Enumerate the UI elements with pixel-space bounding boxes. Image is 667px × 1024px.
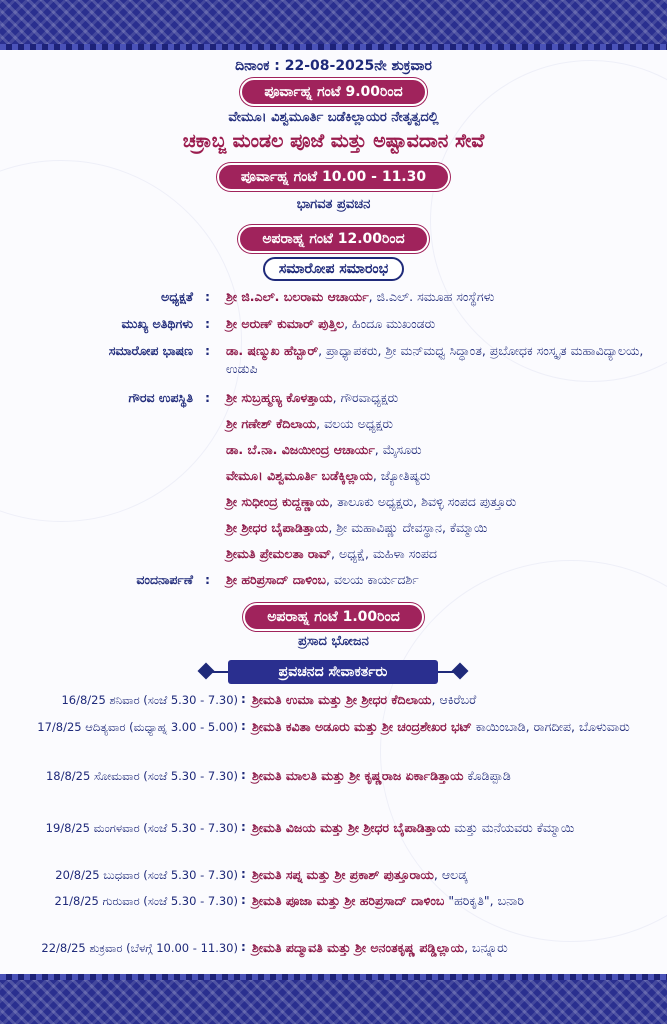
closing-person	[226, 342, 646, 378]
person-name: ವೇಮೂ। ವಿಶ್ವಮೂರ್ತಿ ಬಡೆಕ್ಕಿಲ್ಲಾಯ	[226, 468, 373, 483]
colon: :	[241, 768, 246, 782]
schedule-sponsor	[252, 938, 652, 957]
sponsor-name: ಶ್ರೀಮತಿ ವಿಜಯ ಮತ್ತು ಶ್ರೀ ಶ್ರೀಧರ ಬೈಪಾಡಿತ್ತಾಯ	[252, 820, 451, 835]
schedule-title: ಪ್ರವಚನದ ಸೇವಾಕರ್ತರು	[228, 660, 438, 684]
colon: :	[205, 289, 210, 304]
schedule-date: 20/8/25 ಬುಧವಾರ (ಸಂಜೆ 5.30 - 7.30)	[55, 868, 238, 882]
top-decorative-band	[0, 0, 667, 50]
sponsor-detail: ಕೊಡಿಪ್ಪಾಡಿ	[463, 768, 511, 783]
person-detail: , ಹಿಂದೂ ಮುಖಂಡರು	[344, 316, 436, 331]
schedule-sponsor	[252, 865, 652, 884]
sponsor-name: ಶ್ರೀಮತಿ ಕವಿತಾ ಅಡೂರು ಮತ್ತು ಶ್ರೀ ಚಂದ್ರಶೇಖರ ಭಟ್	[252, 719, 472, 734]
closing-person	[226, 571, 646, 589]
person-detail: , ಶ್ರೀ ಮಹಾವಿಷ್ಣು ದೇವಸ್ಥಾನ, ಕೆಮ್ಮಾಯಿ	[328, 520, 488, 535]
date-line: ದಿನಾಂಕ : 22-08-2025ನೇ ಶುಕ್ರವಾರ	[235, 58, 432, 74]
person-detail: , ಗೌರವಾಧ್ಯಕ್ಷರು	[332, 390, 399, 405]
sponsor-name: ಶ್ರೀಮತಿ ಪೂಜಾ ಮತ್ತು ಶ್ರೀ ಹರಿಪ್ರಸಾದ್ ದಾಳಿಂಬ	[252, 893, 445, 908]
diamond-left-icon	[198, 663, 215, 680]
closing-ceremony-title: ಸಮಾರೋಪ ಸಮಾರಂಭ	[263, 257, 404, 281]
schedule-sponsor	[252, 766, 652, 785]
sponsor-name: ಶ್ರೀಮತಿ ಪದ್ಮಾವತಿ ಮತ್ತು ಶ್ರೀ ಅನಂತಕೃಷ್ಣ ಪಡ್ಡಿಲ್ಲಾಯ	[252, 940, 465, 955]
colon: :	[241, 692, 246, 706]
time-pill-3-wrap	[0, 225, 667, 253]
bottom-decorative-band	[0, 974, 667, 1024]
colon: :	[241, 940, 246, 954]
colon: :	[241, 820, 246, 834]
colon: :	[241, 867, 246, 881]
time-pill-1-wrap	[0, 78, 667, 106]
mandala-watermark-left	[0, 160, 242, 522]
person-name: ಶ್ರೀ ಅರುಣ್ ಕುಮಾರ್ ಪುತ್ತಿಲ	[226, 316, 345, 331]
colon: :	[241, 719, 246, 733]
colon: :	[205, 572, 210, 587]
closing-person	[226, 389, 646, 407]
schedule-sponsor	[252, 818, 652, 837]
event-prasada: ಪ್ರಸಾದ ಭೋಜನ	[298, 634, 369, 649]
time-pill-2: ಪೂರ್ವಾಹ್ನ ಗಂಟೆ 10.00 - 11.30	[217, 163, 450, 191]
person-detail: , ವಲಯ ಕಾರ್ಯದರ್ಶಿ	[326, 572, 419, 587]
person-name: ಶ್ರೀ ಸುಬ್ರಹ್ಮಣ್ಯ ಕೊಳತ್ತಾಯ	[226, 390, 333, 405]
sponsor-detail: ಕಾಯಿಂಬಾಡಿ, ರಾಗದೀಪ, ಬೊಳುವಾರು	[471, 719, 630, 734]
sponsor-detail: , ಬನ್ನೂರು	[464, 940, 508, 955]
colon: :	[205, 316, 210, 331]
sponsor-name: ಶ್ರೀಮತಿ ಸಪ್ನ ಮತ್ತು ಶ್ರೀ ಪ್ರಕಾಶ್ ಪುತ್ತೂರಾಯ	[252, 867, 434, 882]
schedule-date: 19/8/25 ಮಂಗಳವಾರ (ಸಂಜೆ 5.30 - 7.30)	[45, 821, 238, 835]
colon: :	[205, 343, 210, 358]
closing-person	[226, 493, 646, 511]
closing-person	[226, 288, 646, 306]
person-name: ಶ್ರೀಮತಿ ಪ್ರೇಮಲತಾ ರಾವ್	[226, 546, 332, 561]
schedule-date: 21/8/25 ಗುರುವಾರ (ಸಂಜೆ 5.30 - 7.30)	[54, 894, 238, 908]
event-title: ಚಕ್ರಾಬ್ಜ ಮಂಡಲ ಪೂಜೆ ಮತ್ತು ಅಷ್ಟಾವದಾನ ಸೇವೆ	[182, 130, 485, 152]
closing-role-label: ವಂದನಾರ್ಪಣೆ	[136, 572, 193, 587]
person-detail: , ತಾಲೂಕು ಅಧ್ಯಕ್ಷರು, ಶಿವಳ್ಳಿ ಸಂಪದ ಪುತ್ತೂರು	[329, 494, 517, 509]
time-pill-2-wrap	[0, 163, 667, 191]
time-pill-1: ಪೂರ್ವಾಹ್ನ ಗಂಟೆ 9.00ರಿಂದ	[240, 78, 426, 106]
colon: :	[241, 893, 246, 907]
closing-person	[226, 415, 646, 433]
schedule-date: 17/8/25 ಆದಿತ್ಯವಾರ (ಮಧ್ಯಾಹ್ನ 3.00 - 5.00)	[37, 720, 238, 734]
mandala-watermark-right	[430, 60, 667, 382]
person-name: ಡಾ. ಬೆ.ನಾ. ವಿಜಯೀಂದ್ರ ಆಚಾರ್ಯ	[226, 442, 375, 457]
colon: :	[205, 390, 210, 405]
person-detail: , ಅಧ್ಯಕ್ಷೆ, ಮಹಿಳಾ ಸಂಪದ	[331, 546, 437, 561]
person-name: ಡಾ. ಷಣ್ಮುಖ ಹೆಬ್ಬಾರ್	[226, 343, 319, 358]
sponsor-detail: , ಆಲಡ್ಕ	[433, 867, 468, 882]
closing-person	[226, 467, 646, 485]
sponsor-name: ಶ್ರೀಮತಿ ಉಮಾ ಮತ್ತು ಶ್ರೀ ಶ್ರೀಧರ ಕೆದಿಲಾಯ	[252, 692, 432, 707]
time-pill-4-wrap	[0, 603, 667, 631]
time-pill-3: ಅಪರಾಹ್ನ ಗಂಟೆ 12.00ರಿಂದ	[238, 225, 428, 253]
schedule-date: 22/8/25 ಶುಕ್ರವಾರ (ಬೆಳಗ್ಗೆ 10.00 - 11.30)	[41, 941, 238, 955]
person-name: ಶ್ರೀ ಜಿ.ಎಲ್. ಬಲರಾಮ ಆಚಾರ್ಯ	[226, 289, 369, 304]
person-detail: , ಜಿ.ಎಲ್. ಸಮೂಹ ಸಂಸ್ಥೆಗಳು	[368, 289, 495, 304]
person-detail: , ವಲಯ ಅಧ್ಯಕ್ಷರು	[316, 416, 394, 431]
closing-role-label: ಮುಖ್ಯ ಅತಿಥಿಗಳು	[121, 316, 193, 331]
sponsor-name: ಶ್ರೀಮತಿ ಮಾಲತಿ ಮತ್ತು ಶ್ರೀ ಕೃಷ್ಣರಾಜ ಏರ್ಕಾಡಿತ್ತಾಯ	[252, 768, 464, 783]
schedule-header	[200, 660, 466, 684]
schedule-sponsor	[252, 891, 652, 910]
schedule-date: 16/8/25 ಶನಿವಾರ (ಸಂಜೆ 5.30 - 7.30)	[61, 693, 238, 707]
person-name: ಶ್ರೀ ಸುಧೀಂದ್ರ ಕುದ್ದಣ್ಣಾಯ	[226, 494, 330, 509]
closing-person	[226, 545, 646, 563]
person-name: ಶ್ರೀ ಗಣೇಶ್ ಕೆದಿಲಾಯ	[226, 416, 317, 431]
closing-person	[226, 315, 646, 333]
sponsor-detail: ಮತ್ತು ಮನೆಯವರು ಕೆಮ್ಮಾಯಿ	[450, 820, 575, 835]
sponsor-detail: "ಹರಿಕೃತಿ", ಬನಾರಿ	[444, 893, 525, 908]
closing-role-label: ಅಧ್ಯಕ್ಷತೆ	[161, 289, 193, 304]
diamond-right-icon	[452, 663, 469, 680]
time-pill-4: ಅಪರಾಹ್ನ ಗಂಟೆ 1.00ರಿಂದ	[243, 603, 424, 631]
closing-person	[226, 519, 646, 537]
event-bhagavata: ಭಾಗವತ ಪ್ರವಚನ	[296, 197, 371, 212]
person-detail: , ಜ್ಯೋತಿಷ್ಯರು	[372, 468, 431, 483]
closing-role-label: ಗೌರವ ಉಪಸ್ಥಿತಿ	[128, 390, 193, 405]
schedule-sponsor	[252, 717, 652, 736]
person-detail: , ಪ್ರಾಧ್ಯಾಪಕರು, ಶ್ರೀ ಮನ್‌ಮಧ್ವ ಸಿದ್ಧಾಂತ, ಪ್ರಬೋಧಕ ಸಂಸ್ಕೃತ ಮಹಾವಿದ್ಯಾಲಯ, ಉಡುಪಿ	[226, 343, 644, 376]
closing-role-label: ಸಮಾರೋಪ ಭಾಷಣ	[108, 343, 193, 358]
closing-person	[226, 441, 646, 459]
schedule-date: 18/8/25 ಸೋಮವಾರ (ಸಂಜೆ 5.30 - 7.30)	[45, 769, 238, 783]
sponsor-detail: , ಆಕಿರೆಬರೆ	[431, 692, 477, 707]
leader-line: ವೇಮೂ। ವಿಶ್ವಮೂರ್ತಿ ಬಡೆಕಿಲ್ಲಾಯರ ನೇತೃತ್ವದಲ್ಲಿ	[228, 110, 439, 125]
person-name: ಶ್ರೀ ಹರಿಪ್ರಸಾದ್ ದಾಳಿಂಬ	[226, 572, 327, 587]
schedule-sponsor	[252, 690, 652, 709]
closing-title-wrap	[0, 257, 667, 281]
person-detail: , ಮೈಸೂರು	[374, 442, 422, 457]
person-name: ಶ್ರೀ ಶ್ರೀಧರ ಬೈಪಾಡಿತ್ತಾಯ	[226, 520, 329, 535]
